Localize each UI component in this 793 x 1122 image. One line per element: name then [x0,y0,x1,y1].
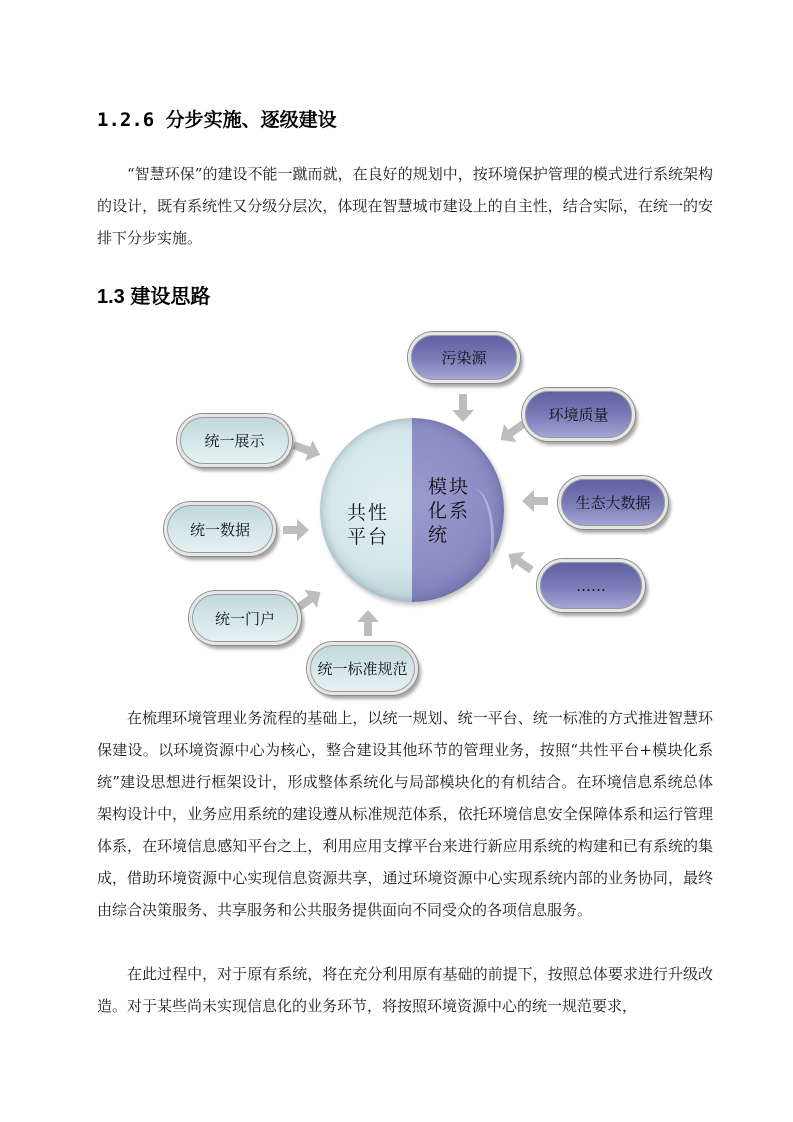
body-paragraph-1: 在梳理环境管理业务流程的基础上，以统一规划、统一平台、统一标准的方式推进智慧环保建设。以环境资源中心为核心，整合建设其他环节的管理业务，按照“共性平台+模块化系统”建设思想进行框架设计，形成整体系统化与局部模块化的有机结合。在环境信息系统总体架构设计中，业务应用系统的建设遵从标准规范体系，依托环境信息安全保障体系和运行管理体系，在环境信息感知平台之上，利用应用支撑平台来进行新应用系统的构建和已有系统的集成，借助环境资源中心实现信息资源共享，通过环境资源中心实现系统内部的业务协同，最终由综合决策服务、共享服务和公共服务提供面向不同受众的各项信息服务。 [97,709,713,919]
platform-pill-unified-standards: 统一标准规范 [307,642,418,695]
section-paragraph-1-2-6: “智慧环保”的建设不能一蹴而就，在良好的规划中，按环境保护管理的模式进行系统架构的设计，既有系统性又分级分层次，体现在智慧城市建设上的自主性，结合实际，在统一的安排下分步实施。 [97,165,713,247]
section-heading-1-2-6: 1.2.6 分步实施、逐级建设 [97,109,337,131]
body-paragraph-2: 在此过程中，对于原有系统，将在充分利用原有基础的前提下，按照总体要求进行升级改造。对于某些尚未实现信息化的业务环节，将按照环境资源中心的统一规范要求， [97,965,713,1015]
modular-system-label: 模块 化系 统 [428,476,471,546]
common-platform-label: 共性 平台 [347,502,390,548]
section-heading-1-3: 1.3 建设思路 [97,286,211,308]
module-pill-environment-quality: 环境质量 [522,388,635,441]
module-pill-pollution-source: 污染源 [408,332,520,383]
arrow-icon [522,490,548,512]
arrow-icon [502,545,538,579]
module-pill-more: …… [537,559,645,612]
arrow-icon [290,435,324,465]
arrow-icon [357,610,379,636]
platform-pill-unified-data: 统一数据 [164,502,276,556]
platform-pill-unified-display: 统一展示 [177,414,292,467]
module-pill-eco-big-data: 生态大数据 [558,476,668,529]
arrow-icon [283,519,309,541]
platform-pill-unified-portal: 统一门户 [189,591,301,645]
